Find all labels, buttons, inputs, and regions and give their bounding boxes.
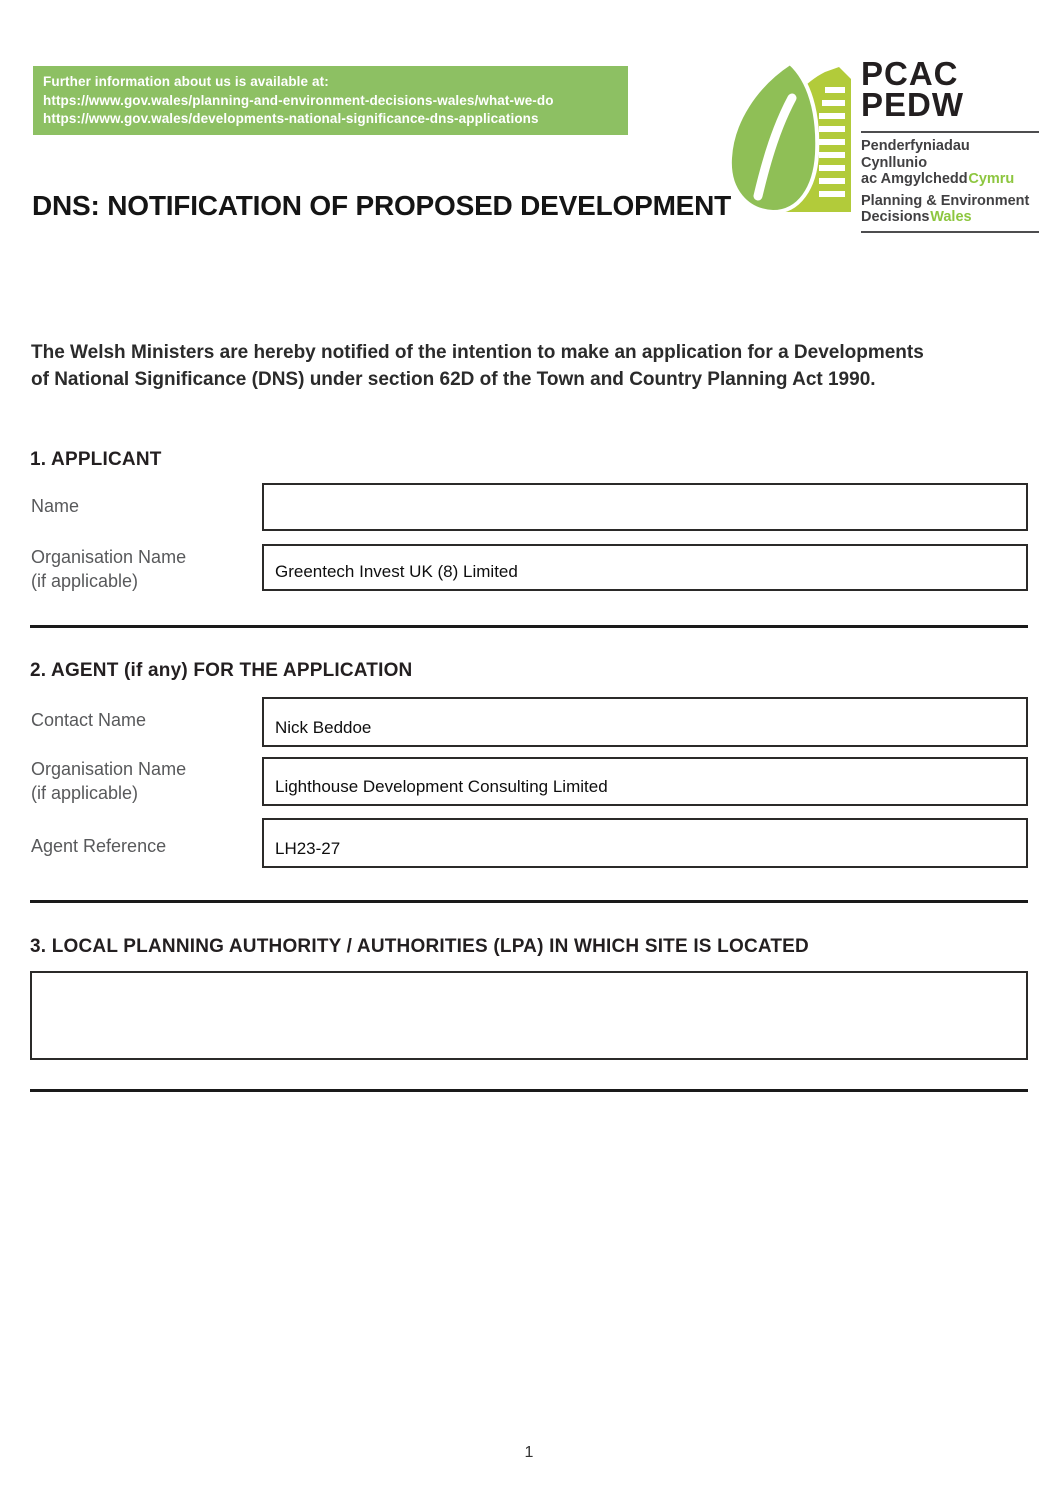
section-applicant-heading: 1. APPLICANT [30, 449, 162, 470]
applicant-name-label: Name [31, 496, 80, 516]
leaf-building-icon [727, 60, 859, 216]
applicant-org-label: Organisation Name (if applicable) [31, 547, 187, 591]
section-divider-1 [30, 625, 1028, 628]
logo-acronym-english: PEDW [861, 86, 964, 123]
page-number: 1 [524, 1444, 534, 1461]
info-heading: Further information about us is available at: [43, 74, 329, 89]
logo-accent-cymru: Cymru [968, 171, 1015, 187]
agent-reference-input[interactable] [262, 818, 1028, 868]
section-divider-2 [30, 900, 1028, 903]
logo-acronym-welsh: PCAC [861, 55, 959, 92]
field-value: Nick Beddoe [275, 718, 372, 737]
intro-paragraph [31, 339, 1031, 393]
agent-org-label: Organisation Name (if applicable) [31, 759, 187, 803]
logo-rule-bottom [861, 231, 1039, 233]
page-title: DNS: NOTIFICATION OF PROPOSED DEVELOPMENT [32, 190, 732, 221]
agent-contact-input[interactable] [262, 697, 1028, 747]
logo-welsh-line1: Penderfyniadau Cynllunio [861, 138, 970, 171]
logo-english-line1: Planning & Environment [861, 192, 1030, 209]
field-value: Greentech Invest UK (8) Limited [275, 562, 518, 581]
applicant-org-input[interactable] [262, 544, 1028, 591]
intro-line-2: of National Significance (DNS) under section 62D of the Town and Country Planning Act 1990. [31, 369, 876, 390]
info-link-dns-applications[interactable]: https://www.gov.wales/developments-national-significance-dns-applications [43, 111, 539, 126]
logo-welsh-line2: ac AmgylcheddCymru [861, 171, 1015, 187]
logo-rule-top [861, 131, 1039, 133]
section-agent-heading: 2. AGENT (if any) FOR THE APPLICATION [30, 660, 413, 681]
info-link-what-we-do[interactable]: https://www.gov.wales/planning-and-environment-decisions-wales/what-we-do [43, 92, 554, 108]
intro-line-1: The Welsh Ministers are hereby notified of the intention to make an application for a Developments [31, 342, 924, 363]
section-divider-3 [30, 1089, 1028, 1092]
agent-reference-label: Agent Reference [31, 836, 167, 856]
field-value: LH23-27 [275, 839, 341, 858]
further-information-box [33, 66, 628, 135]
agent-contact-label: Contact Name [31, 710, 147, 730]
applicant-name-input[interactable] [262, 483, 1028, 531]
section-lpa-heading: 3. LOCAL PLANNING AUTHORITY / AUTHORITIES (LPA) IN WHICH SITE IS LOCATED [30, 936, 809, 957]
lpa-input[interactable] [30, 971, 1028, 1060]
agent-org-input[interactable] [262, 757, 1028, 806]
logo-english-line2: DecisionsWales [861, 209, 972, 225]
field-value: Lighthouse Development Consulting Limited [275, 777, 608, 796]
pedw-logo [727, 55, 1041, 225]
logo-accent-wales: Wales [930, 209, 972, 225]
